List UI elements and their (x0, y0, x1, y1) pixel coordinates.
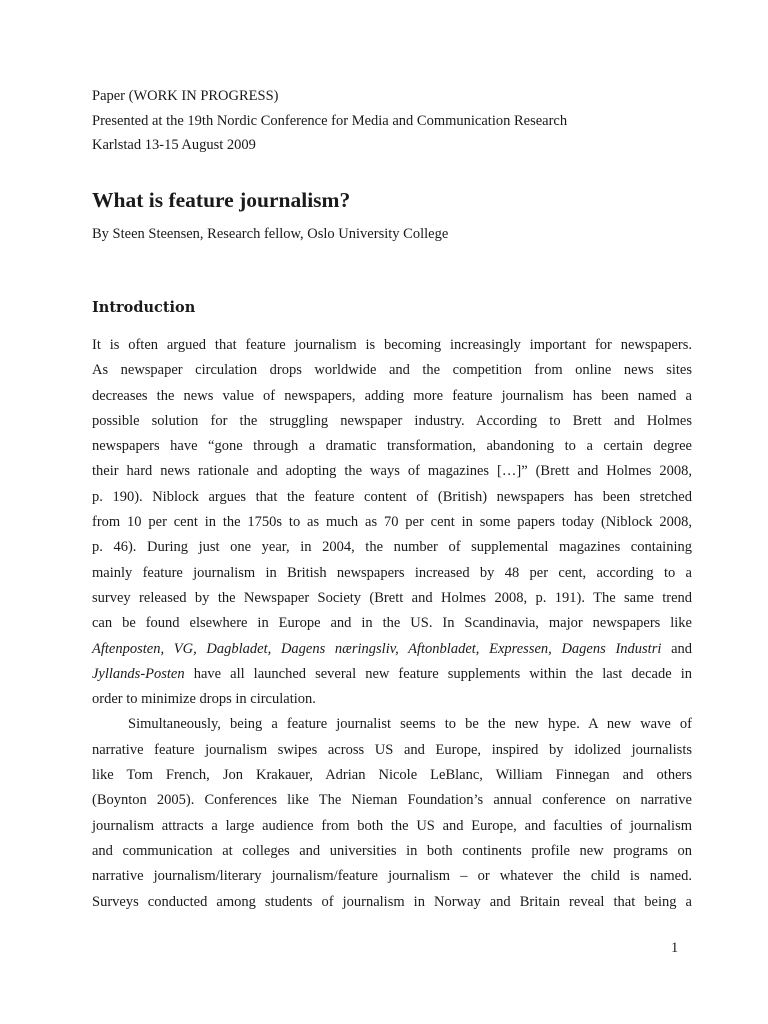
text-line: p. 190). Niblock argues that the feature content of (British) newspapers has been stretched (92, 488, 692, 505)
text-line: Surveys conducted among students of journalism in Norway and Britain reveal that being a (92, 893, 692, 910)
conference-line: Presented at the 19th Nordic Conference for Media and Communication Research (92, 112, 568, 129)
text-line: their hard news rationale and adopting the ways of magazines […]” (Brett and Holmes 2008, (92, 463, 692, 480)
text-line (92, 637, 692, 662)
text-line: decreases the news value of newspapers, adding more feature journalism has been named a (92, 387, 692, 404)
author-byline: By Steen Steensen, Research fellow, Oslo University College (92, 226, 449, 242)
body-text (92, 333, 692, 915)
paragraph-2 (92, 712, 692, 914)
text-line: As newspaper circulation drops worldwide and the competition from online news sites (92, 362, 692, 379)
paper-title: What is feature journalism? (92, 188, 351, 212)
text-line: order to minimize drops in circulation. (92, 691, 316, 708)
text-line (92, 662, 692, 687)
paper-header (92, 84, 567, 158)
paper-status-line: Paper (WORK IN PROGRESS) (92, 88, 279, 104)
text-fragment: and (661, 640, 692, 657)
page-number: 1 (671, 940, 679, 956)
text-fragment: have all launched several new feature supplements within the last decade in (184, 665, 692, 682)
text-line: narrative feature journalism swipes across US and Europe, inspired by idolized journalists (92, 741, 692, 758)
text-line: possible solution for the struggling newspaper industry. According to Brett and Holmes (92, 412, 692, 429)
newspaper-name-italic: Jyllands-Posten (92, 665, 185, 682)
text-line: survey released by the Newspaper Society (Brett and Holmes 2008, p. 191). The same trend (92, 589, 692, 606)
location-date-line: Karlstad 13-15 August 2009 (92, 137, 256, 153)
text-line: narrative journalism/literary journalism/feature journalism – or whatever the child is named. (92, 868, 692, 885)
text-line: (Boynton 2005). Conferences like The Nieman Foundation’s annual conference on narrative (92, 792, 692, 809)
text-line: Simultaneously, being a feature journalist seems to be the new hype. A new wave of (128, 716, 692, 733)
text-line: newspapers have “gone through a dramatic transformation, abandoning to a certain degree (92, 438, 692, 455)
text-line: mainly feature journalism in British newspapers increased by 48 per cent, according to a (92, 564, 692, 581)
text-line: and communication at colleges and universities in both continents profile new programs on (92, 842, 692, 859)
section-heading-introduction: Introduction (92, 299, 196, 316)
newspaper-names-italic: Aftenposten, VG, Dagbladet, Dagens næringsliv, Aftonbladet, Expressen, Dagens Industri (92, 640, 662, 657)
text-line: from 10 per cent in the 1750s to as much as 70 per cent in some papers today (Niblock 2008, (92, 514, 692, 531)
text-line: It is often argued that feature journalism is becoming increasingly important for newspapers. (92, 337, 692, 353)
text-line: journalism attracts a large audience from both the US and Europe, and faculties of journalism (92, 817, 692, 834)
text-line: p. 46). During just one year, in 2004, the number of supplemental magazines containing (92, 539, 692, 556)
paragraph-1 (92, 333, 692, 712)
text-line: can be found elsewhere in Europe and in the US. In Scandinavia, major newspapers like (92, 615, 692, 632)
text-line: like Tom French, Jon Krakauer, Adrian Nicole LeBlanc, William Finnegan and others (92, 767, 692, 784)
